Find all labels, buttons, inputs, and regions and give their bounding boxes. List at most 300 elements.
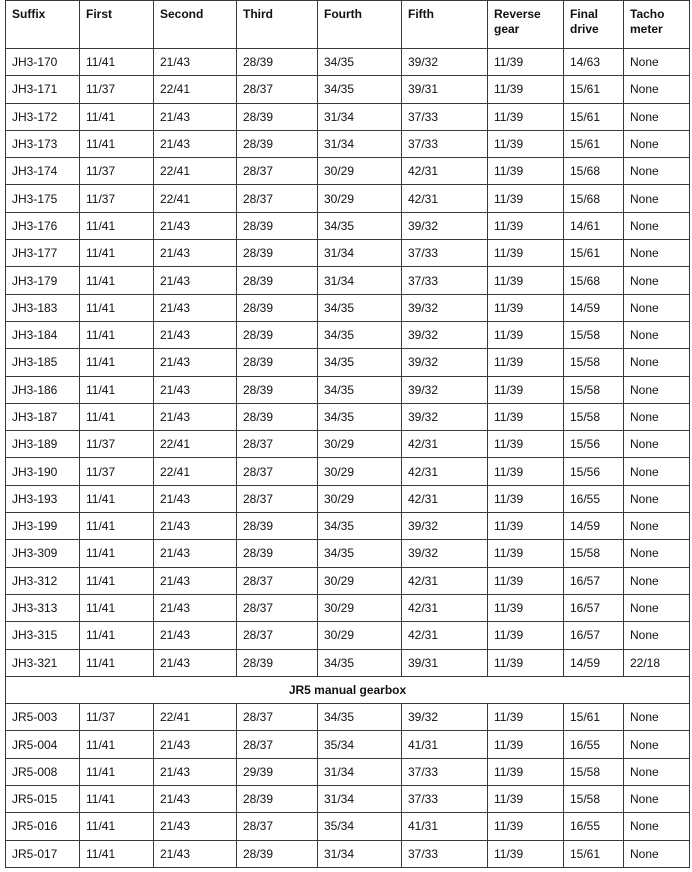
- table-cell: 16/55: [564, 813, 624, 840]
- table-cell: 41/31: [402, 813, 488, 840]
- table-cell: None: [624, 130, 690, 157]
- table-cell: 21/43: [154, 403, 237, 430]
- table-cell: JH3-189: [6, 431, 80, 458]
- table-cell: 22/41: [154, 76, 237, 103]
- table-cell: None: [624, 431, 690, 458]
- table-cell: 15/61: [564, 704, 624, 731]
- column-header: Third: [237, 1, 318, 49]
- table-cell: 11/41: [80, 376, 154, 403]
- table-cell: JR5-003: [6, 704, 80, 731]
- section-row: [6, 676, 690, 703]
- table-cell: JR5-016: [6, 813, 80, 840]
- table-cell: 11/41: [80, 540, 154, 567]
- table-cell: JH3-190: [6, 458, 80, 485]
- table-cell: 15/56: [564, 431, 624, 458]
- table-cell: 11/41: [80, 513, 154, 540]
- table-cell: 11/39: [488, 76, 564, 103]
- table-cell: 28/37: [237, 594, 318, 621]
- table-cell: None: [624, 267, 690, 294]
- table-cell: 29/39: [237, 758, 318, 785]
- table-cell: JH3-177: [6, 240, 80, 267]
- column-header: Tacho meter: [624, 1, 690, 49]
- table-cell: None: [624, 731, 690, 758]
- table-cell: JH3-313: [6, 594, 80, 621]
- table-cell: 11/41: [80, 649, 154, 676]
- table-cell: 34/35: [318, 76, 402, 103]
- table-row: [6, 840, 690, 867]
- table-cell: 11/39: [488, 431, 564, 458]
- table-cell: 11/41: [80, 840, 154, 867]
- table-row: [6, 403, 690, 430]
- table-cell: 11/39: [488, 786, 564, 813]
- table-cell: 42/31: [402, 158, 488, 185]
- table-cell: 11/39: [488, 403, 564, 430]
- table-cell: 16/55: [564, 485, 624, 512]
- table-cell: 21/43: [154, 786, 237, 813]
- table-cell: 28/39: [237, 403, 318, 430]
- table-header: [6, 1, 690, 49]
- table-row: [6, 130, 690, 157]
- table-cell: 11/41: [80, 267, 154, 294]
- table-cell: 28/39: [237, 267, 318, 294]
- table-cell: 28/39: [237, 349, 318, 376]
- table-cell: 15/58: [564, 349, 624, 376]
- table-cell: None: [624, 813, 690, 840]
- table-cell: 37/33: [402, 130, 488, 157]
- table-row: [6, 240, 690, 267]
- table-cell: 39/32: [402, 321, 488, 348]
- table-cell: 21/43: [154, 294, 237, 321]
- table-cell: 28/39: [237, 376, 318, 403]
- table-cell: 21/43: [154, 485, 237, 512]
- table-cell: 11/41: [80, 485, 154, 512]
- table-cell: 14/59: [564, 294, 624, 321]
- table-cell: 37/33: [402, 240, 488, 267]
- table-cell: 28/37: [237, 731, 318, 758]
- table-cell: 39/32: [402, 403, 488, 430]
- table-cell: 22/41: [154, 185, 237, 212]
- table-cell: 11/39: [488, 840, 564, 867]
- table-cell: 31/34: [318, 786, 402, 813]
- table-cell: 21/43: [154, 130, 237, 157]
- table-cell: None: [624, 758, 690, 785]
- table-cell: 41/31: [402, 731, 488, 758]
- table-cell: JH3-179: [6, 267, 80, 294]
- table-cell: 39/32: [402, 349, 488, 376]
- header-row: [6, 1, 690, 49]
- table-cell: JH3-175: [6, 185, 80, 212]
- table-cell: 28/37: [237, 622, 318, 649]
- table-cell: 34/35: [318, 294, 402, 321]
- table-cell: None: [624, 240, 690, 267]
- table-cell: 34/35: [318, 212, 402, 239]
- table-cell: 31/34: [318, 240, 402, 267]
- table-cell: 37/33: [402, 786, 488, 813]
- table-cell: 15/58: [564, 540, 624, 567]
- table-cell: 39/32: [402, 513, 488, 540]
- table-row: [6, 704, 690, 731]
- gear-ratio-table: [5, 0, 690, 868]
- table-row: [6, 158, 690, 185]
- table-cell: 30/29: [318, 158, 402, 185]
- table-row: [6, 458, 690, 485]
- table-cell: 16/57: [564, 567, 624, 594]
- table-cell: 11/39: [488, 513, 564, 540]
- table-cell: None: [624, 76, 690, 103]
- table-cell: 22/41: [154, 158, 237, 185]
- table-cell: 42/31: [402, 185, 488, 212]
- table-cell: 11/41: [80, 567, 154, 594]
- column-header: Final drive: [564, 1, 624, 49]
- table-cell: 42/31: [402, 567, 488, 594]
- section-title: JR5 manual gearbox: [6, 676, 690, 703]
- table-cell: 11/39: [488, 49, 564, 76]
- table-cell: 34/35: [318, 403, 402, 430]
- table-cell: JH3-172: [6, 103, 80, 130]
- table-cell: 22/41: [154, 431, 237, 458]
- table-cell: 11/39: [488, 813, 564, 840]
- table-cell: None: [624, 594, 690, 621]
- table-cell: 28/39: [237, 513, 318, 540]
- table-cell: 34/35: [318, 649, 402, 676]
- table-cell: 15/61: [564, 76, 624, 103]
- table-cell: 11/41: [80, 240, 154, 267]
- table-cell: None: [624, 458, 690, 485]
- table-cell: 42/31: [402, 485, 488, 512]
- table-cell: 11/39: [488, 158, 564, 185]
- table-cell: 37/33: [402, 840, 488, 867]
- table-cell: 39/31: [402, 649, 488, 676]
- table-cell: None: [624, 840, 690, 867]
- table-cell: 39/32: [402, 212, 488, 239]
- table-cell: 21/43: [154, 758, 237, 785]
- table-cell: 11/39: [488, 458, 564, 485]
- table-cell: 42/31: [402, 431, 488, 458]
- table-cell: 15/58: [564, 758, 624, 785]
- table-cell: 15/68: [564, 158, 624, 185]
- table-cell: 11/39: [488, 594, 564, 621]
- table-cell: 11/37: [80, 185, 154, 212]
- table-cell: 21/43: [154, 649, 237, 676]
- table-cell: 37/33: [402, 758, 488, 785]
- table-row: [6, 567, 690, 594]
- table-cell: 42/31: [402, 458, 488, 485]
- table-cell: 11/39: [488, 294, 564, 321]
- table-row: [6, 376, 690, 403]
- table-cell: JH3-170: [6, 49, 80, 76]
- table-cell: 30/29: [318, 594, 402, 621]
- table-cell: 34/35: [318, 540, 402, 567]
- table-cell: 11/39: [488, 240, 564, 267]
- table-cell: 34/35: [318, 49, 402, 76]
- table-cell: None: [624, 103, 690, 130]
- table-cell: JH3-185: [6, 349, 80, 376]
- table-cell: None: [624, 294, 690, 321]
- table-row: [6, 49, 690, 76]
- table-cell: 11/39: [488, 103, 564, 130]
- table-cell: JH3-183: [6, 294, 80, 321]
- table-cell: 34/35: [318, 321, 402, 348]
- table-cell: JH3-176: [6, 212, 80, 239]
- table-cell: 28/37: [237, 813, 318, 840]
- table-cell: 11/37: [80, 458, 154, 485]
- table-cell: 37/33: [402, 267, 488, 294]
- table-cell: None: [624, 704, 690, 731]
- table-cell: 28/39: [237, 294, 318, 321]
- table-cell: 30/29: [318, 622, 402, 649]
- table-cell: 11/41: [80, 786, 154, 813]
- table-cell: 11/39: [488, 758, 564, 785]
- table-cell: 11/39: [488, 267, 564, 294]
- table-cell: 11/39: [488, 731, 564, 758]
- table-cell: 39/32: [402, 294, 488, 321]
- table-cell: 21/43: [154, 103, 237, 130]
- table-cell: 28/39: [237, 49, 318, 76]
- table-cell: JH3-184: [6, 321, 80, 348]
- table-cell: 31/34: [318, 130, 402, 157]
- table-cell: 28/37: [237, 185, 318, 212]
- table-cell: 11/39: [488, 649, 564, 676]
- table-cell: 11/37: [80, 158, 154, 185]
- table-cell: 11/39: [488, 567, 564, 594]
- table-row: [6, 321, 690, 348]
- table-cell: 15/68: [564, 267, 624, 294]
- table-cell: 31/34: [318, 840, 402, 867]
- table-row: [6, 513, 690, 540]
- table-cell: 34/35: [318, 704, 402, 731]
- table-cell: 15/58: [564, 321, 624, 348]
- table-cell: 11/41: [80, 212, 154, 239]
- column-header: Fifth: [402, 1, 488, 49]
- column-header: Suffix: [6, 1, 80, 49]
- table-cell: 31/34: [318, 103, 402, 130]
- table-cell: 21/43: [154, 594, 237, 621]
- table-cell: 39/32: [402, 704, 488, 731]
- table-cell: 21/43: [154, 840, 237, 867]
- table-cell: 11/41: [80, 294, 154, 321]
- table-cell: JH3-199: [6, 513, 80, 540]
- table-row: [6, 649, 690, 676]
- column-header: Fourth: [318, 1, 402, 49]
- table-cell: 30/29: [318, 567, 402, 594]
- table-cell: 11/41: [80, 622, 154, 649]
- table-cell: 15/58: [564, 403, 624, 430]
- table-cell: None: [624, 622, 690, 649]
- table-cell: None: [624, 185, 690, 212]
- table-cell: 11/39: [488, 704, 564, 731]
- table-cell: JH3-315: [6, 622, 80, 649]
- table-cell: None: [624, 540, 690, 567]
- table-cell: 11/41: [80, 349, 154, 376]
- table-cell: 28/37: [237, 431, 318, 458]
- table-row: [6, 813, 690, 840]
- table-cell: JH3-193: [6, 485, 80, 512]
- table-cell: None: [624, 49, 690, 76]
- table-cell: 14/61: [564, 212, 624, 239]
- table-cell: None: [624, 403, 690, 430]
- table-cell: None: [624, 376, 690, 403]
- table-cell: 11/41: [80, 321, 154, 348]
- table-cell: JH3-173: [6, 130, 80, 157]
- table-cell: JR5-008: [6, 758, 80, 785]
- table-cell: 30/29: [318, 458, 402, 485]
- table-cell: 14/63: [564, 49, 624, 76]
- table-row: [6, 103, 690, 130]
- table-row: [6, 185, 690, 212]
- table-row: [6, 731, 690, 758]
- table-cell: JH3-321: [6, 649, 80, 676]
- table-cell: 11/41: [80, 103, 154, 130]
- table-cell: 11/39: [488, 130, 564, 157]
- table-cell: 15/58: [564, 786, 624, 813]
- table-cell: 42/31: [402, 594, 488, 621]
- table-cell: 28/37: [237, 485, 318, 512]
- table-cell: 14/59: [564, 649, 624, 676]
- table-cell: 34/35: [318, 513, 402, 540]
- table-row: [6, 267, 690, 294]
- table-cell: 16/57: [564, 622, 624, 649]
- table-cell: JH3-312: [6, 567, 80, 594]
- table-cell: 28/37: [237, 158, 318, 185]
- table-cell: 11/39: [488, 540, 564, 567]
- table-cell: 22/18: [624, 649, 690, 676]
- table-cell: 11/41: [80, 130, 154, 157]
- table-cell: 11/41: [80, 403, 154, 430]
- table-cell: 11/39: [488, 376, 564, 403]
- table-cell: 11/39: [488, 485, 564, 512]
- table-cell: 21/43: [154, 321, 237, 348]
- table-body: [6, 49, 690, 868]
- table-cell: None: [624, 349, 690, 376]
- table-cell: 39/31: [402, 76, 488, 103]
- table-cell: 39/32: [402, 49, 488, 76]
- table-cell: JR5-015: [6, 786, 80, 813]
- table-cell: 15/56: [564, 458, 624, 485]
- column-header: Reverse gear: [488, 1, 564, 49]
- table-cell: 28/39: [237, 649, 318, 676]
- table-row: [6, 540, 690, 567]
- table-cell: None: [624, 158, 690, 185]
- table-row: [6, 431, 690, 458]
- table-cell: 30/29: [318, 485, 402, 512]
- table-cell: 34/35: [318, 376, 402, 403]
- table-cell: 15/61: [564, 240, 624, 267]
- table-cell: 28/39: [237, 240, 318, 267]
- table-cell: 21/43: [154, 267, 237, 294]
- table-cell: 16/57: [564, 594, 624, 621]
- table-row: [6, 294, 690, 321]
- table-cell: 14/59: [564, 513, 624, 540]
- table-cell: 21/43: [154, 513, 237, 540]
- table-cell: 28/39: [237, 321, 318, 348]
- table-cell: 11/41: [80, 758, 154, 785]
- table-cell: 28/39: [237, 103, 318, 130]
- table-cell: JR5-017: [6, 840, 80, 867]
- table-row: [6, 485, 690, 512]
- table-row: [6, 349, 690, 376]
- table-cell: 11/39: [488, 212, 564, 239]
- table-cell: 28/37: [237, 567, 318, 594]
- table-cell: 31/34: [318, 267, 402, 294]
- table-row: [6, 594, 690, 621]
- table-cell: 34/35: [318, 349, 402, 376]
- table-cell: 11/39: [488, 185, 564, 212]
- table-cell: 11/39: [488, 622, 564, 649]
- table-cell: 11/39: [488, 321, 564, 348]
- table-row: [6, 212, 690, 239]
- table-cell: 21/43: [154, 49, 237, 76]
- table-cell: None: [624, 786, 690, 813]
- table-cell: None: [624, 513, 690, 540]
- table-cell: 21/43: [154, 212, 237, 239]
- table-cell: 21/43: [154, 731, 237, 758]
- table-cell: 15/58: [564, 376, 624, 403]
- table-cell: 11/41: [80, 731, 154, 758]
- table-cell: 15/61: [564, 840, 624, 867]
- column-header: Second: [154, 1, 237, 49]
- table-cell: JH3-171: [6, 76, 80, 103]
- table-cell: 28/39: [237, 130, 318, 157]
- table-cell: 31/34: [318, 758, 402, 785]
- table-cell: 28/39: [237, 212, 318, 239]
- table-cell: 21/43: [154, 376, 237, 403]
- table-cell: 15/61: [564, 103, 624, 130]
- table-cell: 15/68: [564, 185, 624, 212]
- table-cell: 21/43: [154, 540, 237, 567]
- table-cell: None: [624, 485, 690, 512]
- table-cell: 22/41: [154, 458, 237, 485]
- table-cell: 11/37: [80, 76, 154, 103]
- table-cell: 35/34: [318, 731, 402, 758]
- table-cell: 42/31: [402, 622, 488, 649]
- table-cell: 21/43: [154, 349, 237, 376]
- table-cell: 21/43: [154, 813, 237, 840]
- table-cell: 35/34: [318, 813, 402, 840]
- table-cell: 28/37: [237, 704, 318, 731]
- table-cell: None: [624, 212, 690, 239]
- table-cell: 11/41: [80, 813, 154, 840]
- table-cell: 28/39: [237, 540, 318, 567]
- table-cell: 21/43: [154, 567, 237, 594]
- table-cell: 39/32: [402, 540, 488, 567]
- table-cell: 21/43: [154, 240, 237, 267]
- table-cell: 11/39: [488, 349, 564, 376]
- table-cell: 30/29: [318, 431, 402, 458]
- table-row: [6, 786, 690, 813]
- table-cell: 39/32: [402, 376, 488, 403]
- table-row: [6, 758, 690, 785]
- table-cell: None: [624, 321, 690, 348]
- table-cell: JH3-309: [6, 540, 80, 567]
- table-cell: None: [624, 567, 690, 594]
- table-cell: 28/39: [237, 786, 318, 813]
- table-row: [6, 622, 690, 649]
- table-cell: 28/37: [237, 76, 318, 103]
- table-cell: 22/41: [154, 704, 237, 731]
- table-cell: 11/41: [80, 49, 154, 76]
- table-cell: 30/29: [318, 185, 402, 212]
- table-cell: JR5-004: [6, 731, 80, 758]
- table-cell: 21/43: [154, 622, 237, 649]
- table-cell: 16/55: [564, 731, 624, 758]
- table-cell: 15/61: [564, 130, 624, 157]
- table-row: [6, 76, 690, 103]
- table-cell: JH3-174: [6, 158, 80, 185]
- table-cell: 28/39: [237, 840, 318, 867]
- table-cell: 11/37: [80, 704, 154, 731]
- table-cell: 28/37: [237, 458, 318, 485]
- table-cell: JH3-187: [6, 403, 80, 430]
